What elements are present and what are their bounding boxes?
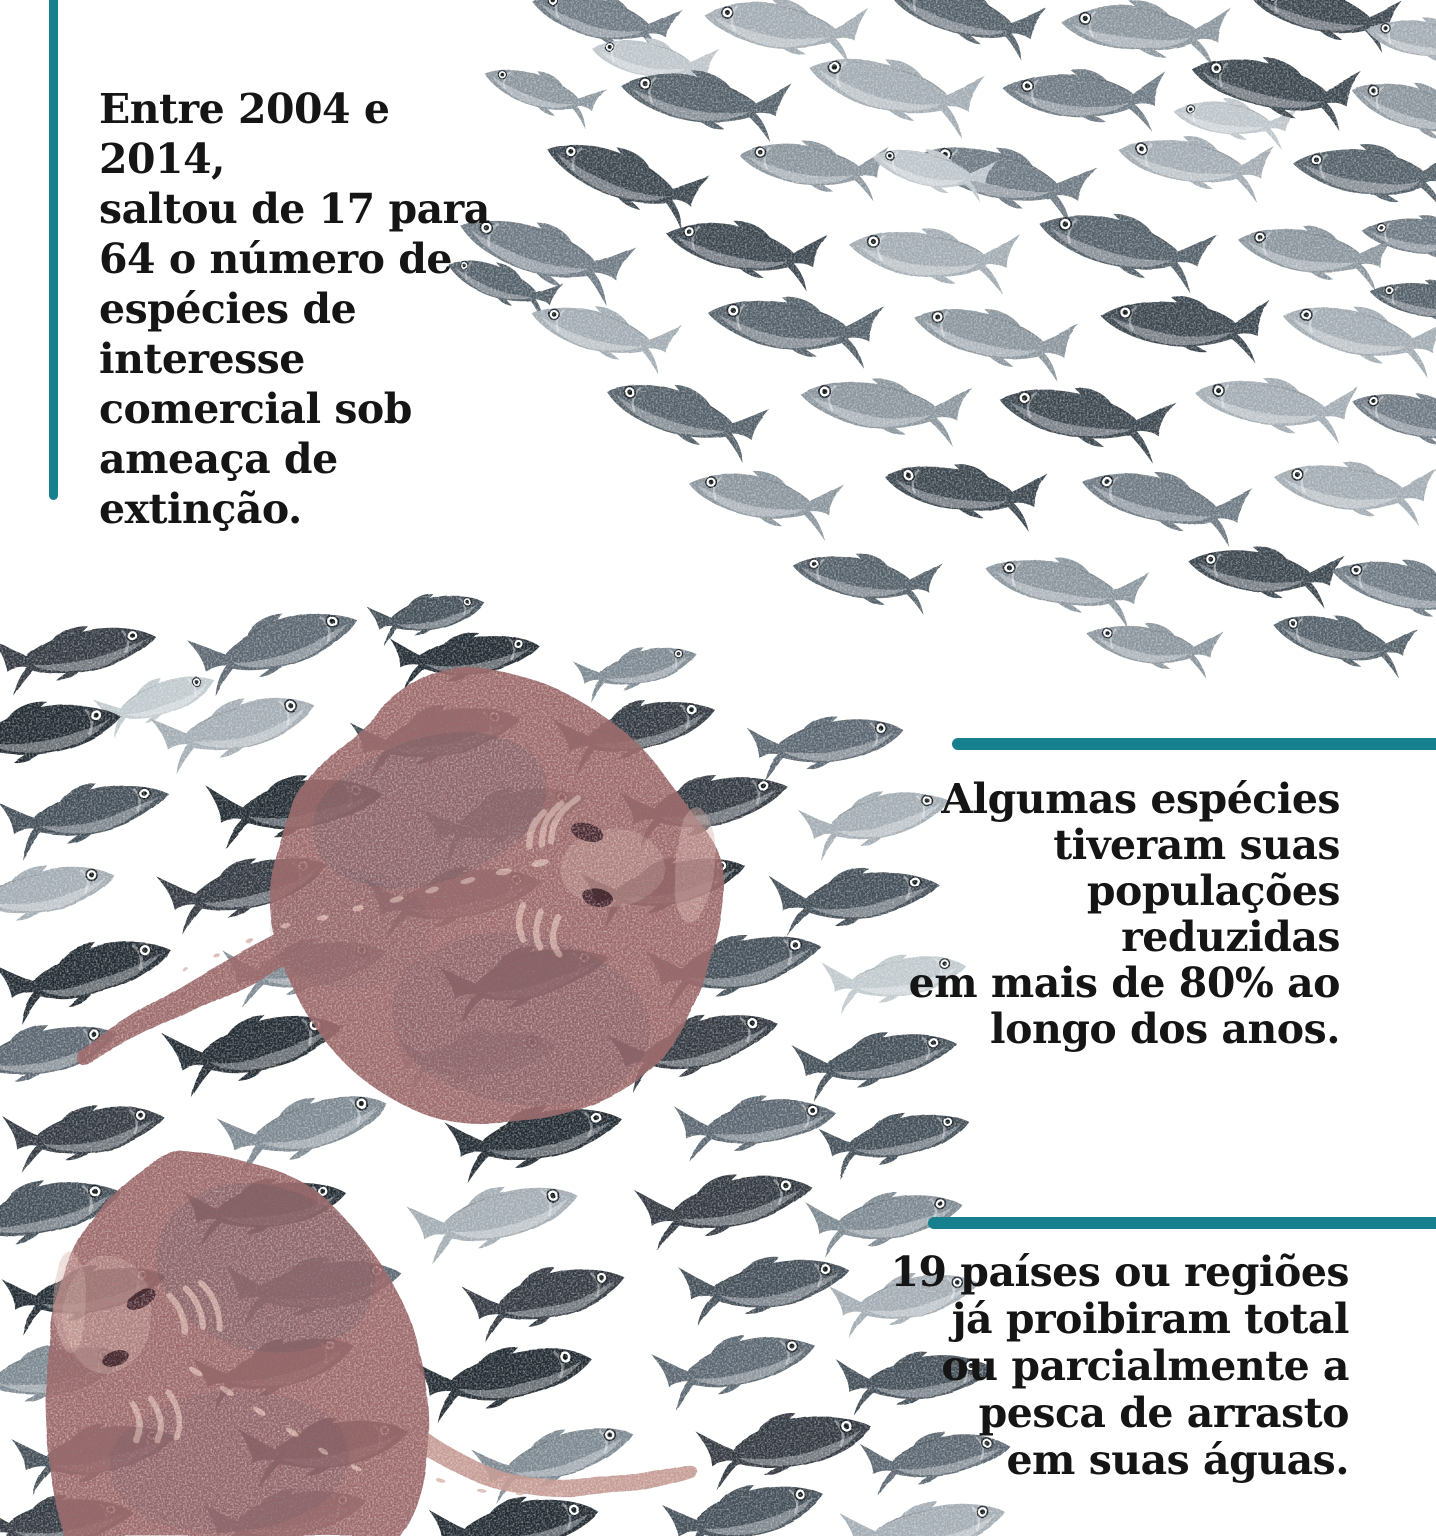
- stingray-snout-highlight: [54, 1252, 86, 1352]
- fish-icon: [1075, 450, 1252, 549]
- fish-icon: [879, 446, 1048, 533]
- accent-bar-vertical: [49, 0, 58, 500]
- fish-icon: [788, 538, 943, 618]
- fish-icon: [0, 684, 127, 778]
- callout-trawling-bans: [869, 1249, 1349, 1484]
- fish-icon: [634, 1154, 818, 1254]
- fish-icon: [882, 0, 1046, 63]
- fish-icon: [737, 128, 891, 203]
- fish-icon: [187, 588, 366, 699]
- fish-icon: [909, 288, 1079, 383]
- fish-icon: [0, 761, 175, 862]
- accent-bar-horizontal: [952, 738, 1436, 750]
- fish-icon: [992, 366, 1176, 466]
- fish-icon: [797, 363, 972, 448]
- fish-icon: [2, 1088, 171, 1175]
- fish-icon: [682, 453, 845, 541]
- fish-icon: [1097, 283, 1270, 363]
- fish-icon: [414, 1326, 598, 1426]
- fish-icon: [1057, 0, 1230, 69]
- fish-icon: [1001, 58, 1166, 132]
- fish-icon: [746, 700, 908, 783]
- callout-threatened-species: [99, 84, 519, 534]
- fish-icon: [1083, 608, 1224, 681]
- fish-icon: [407, 1164, 585, 1268]
- fish-icon: [0, 846, 121, 938]
- fish-icon: [651, 1315, 822, 1412]
- stingray-icon: [46, 1152, 696, 1536]
- fish-icon: [538, 120, 710, 231]
- callout-text: 19 países ou regiões já proibiram total ou parcialmente a pesca de arrasto em suas águas.: [890, 1248, 1349, 1484]
- fish-icon: [573, 630, 701, 705]
- fish-icon: [1269, 599, 1418, 680]
- fish-icon: [700, 0, 868, 66]
- fish-icon: [1190, 361, 1358, 445]
- fish-icon: [0, 606, 161, 698]
- stingray-shadow-patch: [270, 870, 430, 990]
- fish-school-top-right: [442, 0, 1436, 681]
- fish-icon: [802, 35, 987, 140]
- callout-text: Entre 2004 e 2014, saltou de 17 para 64 o número de espécies de interesse comercial sob ameaça de extinção.: [99, 85, 490, 533]
- callout-population-decline: [860, 776, 1340, 1052]
- fish-icon: [818, 1093, 974, 1182]
- fish-icon: [1233, 210, 1395, 293]
- fish-icon: [461, 1247, 632, 1344]
- fish-icon: [847, 214, 1021, 296]
- fish-icon: [841, 1482, 1011, 1536]
- fish-icon: [659, 202, 829, 294]
- fish-icon: [1291, 133, 1436, 209]
- fish-icon: [1345, 373, 1436, 462]
- fish-icon: [1183, 531, 1344, 612]
- fish-icon: [703, 280, 885, 371]
- fish-icon: [1270, 446, 1436, 528]
- fish-icon: [598, 362, 769, 466]
- accent-bar-horizontal: [928, 1217, 1436, 1229]
- fish-icon: [1361, 3, 1436, 76]
- callout-text: Algumas espécies tiveram suas populações reduzidas em mais de 80% ao longo dos anos.: [908, 775, 1340, 1053]
- fish-icon: [694, 1394, 878, 1494]
- fish-icon: [979, 538, 1149, 630]
